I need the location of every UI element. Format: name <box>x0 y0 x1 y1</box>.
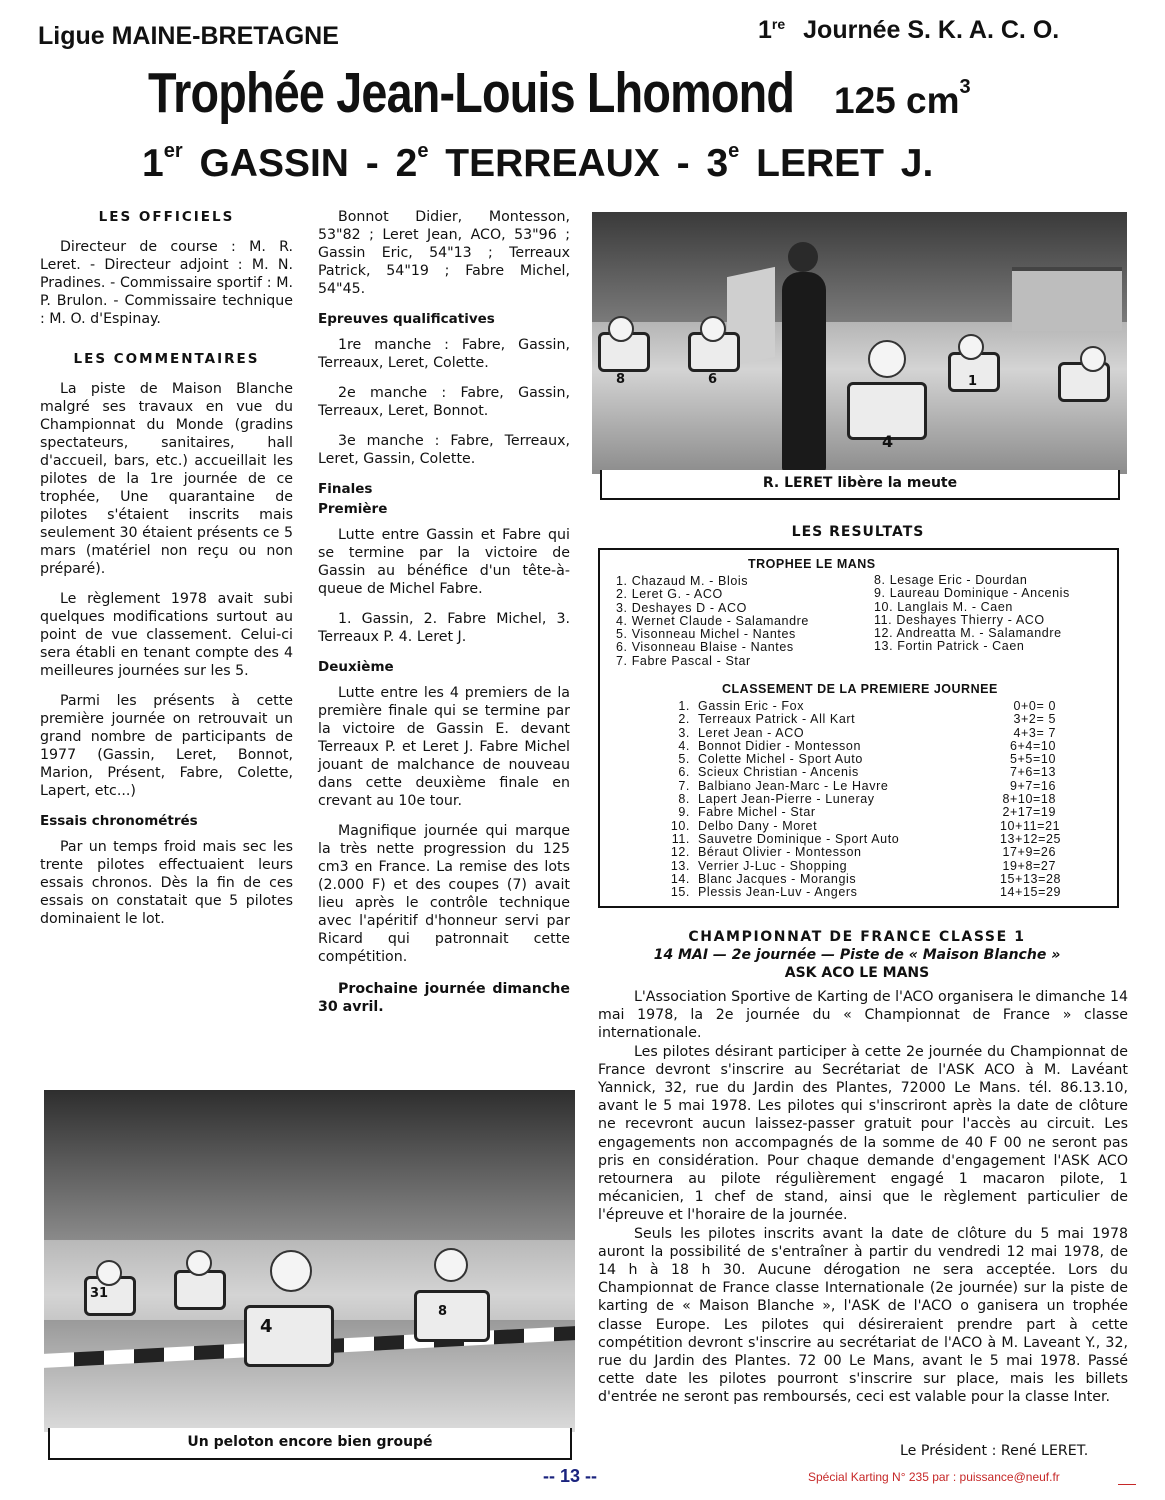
rank: 13. <box>670 858 690 873</box>
kart-number: 1 <box>968 374 978 389</box>
championnat-para-2: Les pilotes désirant participer à cette 2e journée du Championnat de France devront s'inscrire au Secrétariat de l'ASK ACO à M. Lavéant Yannick, 32, rue du Jardin des Plantes, 72000 Le Mans. tél. 86.13.10, avant le 5 mai 1978. Les pilotes qui s'inscriront après la date de clôture ne recevront aucun laissez-passer gratuit pour l'accès au circuit. Les engagements non accompagnés de la somme de 40 F 00 ne seront pas pris en considération. Pour chaque demande d'engagement l'ASK ACO retournera au pilote régulièrement engagé 1 macaron pilote, 1 mécanicien, 1 chef de stand, ainsi que le règlement particulier de l'épreuve et l'horaire de la journée. <box>598 1043 1128 1224</box>
trophee-list-left <box>616 575 809 668</box>
engine-class <box>834 76 971 122</box>
premiere-result: 1. Gassin, 2. Fabre Michel, 3. Terreaux P. 4. Leret J. <box>318 611 570 645</box>
page-number: -- 13 -- <box>543 1466 597 1486</box>
classement-heading: CLASSEMENT DE LA PREMIERE JOURNEE <box>722 682 998 696</box>
manche-2: 2e manche : Fabre, Gassin, Terreaux, Leret, Bonnot. <box>318 385 570 419</box>
commentaires-para-2: Le règlement 1978 avait subi quelques modifications surtout au point de vue classement. Celui-ci sera établi en tenant compte des 4 meilleures journées sur les 5. <box>40 591 293 679</box>
tree-background <box>44 1090 575 1240</box>
table-row <box>670 818 1061 833</box>
points: 19+8=27 <box>1002 858 1056 873</box>
deuxieme-text: Lutte entre les 4 premiers de la première finale qui se termine par la victoire de Gassin E. devant Terreaux P. et Leret J. Fabre Michel jouant de malchance de nouveau dans cette deuxième finale en crevant au 10e tour. <box>318 685 570 809</box>
top-photo-caption: R. LERET libère la meute <box>600 470 1120 500</box>
kart-number: 8 <box>616 372 626 387</box>
table-row <box>670 885 1062 900</box>
points: 9+7=16 <box>1009 778 1056 793</box>
trophee-list-right <box>874 574 1070 654</box>
page-title: Trophée Jean-Louis Lhomond <box>148 61 795 125</box>
flag-marshal <box>782 272 826 472</box>
table-row <box>670 831 1062 846</box>
rank: 15. <box>670 885 690 900</box>
magnifique-text: Magnifique journée qui marque la très nette progression du 125 cm3 en France. La remise des lots (2.000 F) et des coupes (7) avait lieu après le contrôle technique avec l'apéritif d'honneur servi par Ricard qui patronnait cette compétition. <box>318 823 570 965</box>
driver-helmet <box>96 1260 122 1286</box>
rank: 2. <box>678 712 690 727</box>
driver-helmet <box>700 316 726 342</box>
rank: 7. <box>678 778 690 793</box>
winners-headline <box>142 142 933 186</box>
driver-helmet <box>434 1248 468 1282</box>
bottom-photo-caption: Un peloton encore bien groupé <box>48 1428 572 1460</box>
deuxieme-heading: Deuxième <box>318 659 394 675</box>
list-item: 4. Wernet Claude - Salamandre <box>616 613 809 628</box>
pilot: Leret Jean - ACO <box>698 725 805 740</box>
list-item: 13. Fortin Patrick - Caen <box>874 639 1025 654</box>
chrono-results: Bonnot Didier, Montesson, 53"82 ; Leret Jean, ACO, 53"96 ; Gassin Eric, 54"13 ; Terreaux Patrick, 54"19 ; Fabre Michel, 54"45. <box>318 209 570 297</box>
pilot: Fabre Michel - Star <box>698 805 816 820</box>
driver-helmet <box>186 1250 212 1276</box>
list-item: 10. Langlais M. - Caen <box>874 599 1013 614</box>
points: 6+4=10 <box>1009 738 1056 753</box>
engine-class-sup: 3 <box>959 76 971 98</box>
league-header: Ligue MAINE-BRETAGNE <box>38 22 339 50</box>
driver-helmet <box>958 334 984 360</box>
kart-number: 6 <box>708 372 718 387</box>
table-row <box>670 740 1056 753</box>
table-row <box>670 713 1056 726</box>
round-number: 1 <box>758 16 772 44</box>
rank: 12. <box>670 845 690 860</box>
officiels-text: Directeur de course : M. R. Leret. - Directeur adjoint : M. N. Pradines. - Commissaire sportif : M. P. Brulon. - Commissaire technique : M. O. d'Espinay. <box>40 239 293 327</box>
round-label: Journée S. K. A. C. O. <box>803 16 1060 44</box>
manche-3: 3e manche : Fabre, Terreaux, Leret, Gassin, Colette. <box>318 433 570 467</box>
driver-helmet <box>608 316 634 342</box>
points: 4+3= 7 <box>1013 725 1056 740</box>
kart <box>244 1305 334 1367</box>
kart <box>174 1270 226 1310</box>
pilot: Colette Michel - Sport Auto <box>698 752 863 767</box>
list-item: 1. Chazaud M. - Blois <box>616 574 749 588</box>
kart-number: 31 <box>90 1286 109 1301</box>
rank: 11. <box>671 831 690 846</box>
commentaires-heading: LES COMMENTAIRES <box>73 351 260 367</box>
officiels-heading: LES OFFICIELS <box>98 209 235 225</box>
winner-3-name: LERET J. <box>739 142 934 185</box>
table-row <box>670 871 1062 886</box>
table-row <box>670 700 1056 713</box>
finales-heading: Finales <box>318 481 373 497</box>
rank: 5. <box>678 752 690 767</box>
kart-number: 4 <box>260 1316 273 1337</box>
essais-text: Par un temps froid mais sec les trente pilotes effectuaient leurs essais chronos. Dès la fin de ces essais on constatait que 5 pilotes dominaient le lot. <box>40 839 293 927</box>
rank: 4. <box>678 738 690 753</box>
points: 0+0= 0 <box>1013 699 1056 713</box>
championnat-heading <box>598 928 1116 982</box>
winner-2-suffix: e <box>417 140 429 162</box>
driver-helmet <box>1080 346 1106 372</box>
championnat-title: CHAMPIONNAT DE FRANCE CLASSE 1 <box>688 929 1026 945</box>
premiere-text: Lutte entre Gassin et Fabre qui se termine par la victoire de Gassin au bénéfice d'un tête-à-queue de Michel Fabre. <box>318 527 570 597</box>
rank: 8. <box>678 792 690 807</box>
pilot: Béraut Olivier - Montesson <box>698 845 862 860</box>
round-header <box>758 16 1059 45</box>
race-start-photo <box>592 212 1127 474</box>
points: 3+2= 5 <box>1013 712 1056 727</box>
pilot: Verrier J-Luc - Shopping <box>698 858 848 873</box>
engine-class-label: 125 cm <box>834 80 960 121</box>
winner-1-number: 1 <box>142 142 164 185</box>
rank: 9. <box>678 805 690 820</box>
points: 2+17=19 <box>1002 805 1056 820</box>
president-signature: Le Président : René LERET. <box>900 1443 1089 1459</box>
table-row <box>670 793 1056 806</box>
list-item: 11. Deshayes Thierry - ACO <box>874 612 1045 627</box>
pilot: Lapert Jean-Pierre - Luneray <box>698 792 875 807</box>
list-item: 12. Andreatta M. - Salamandre <box>874 626 1062 641</box>
peloton-photo <box>44 1090 575 1432</box>
table-row <box>670 766 1056 779</box>
pilot: Gassin Eric - Fox <box>698 699 805 713</box>
kart-number: 4 <box>882 432 894 451</box>
table-row <box>670 860 1056 873</box>
kart <box>414 1290 490 1342</box>
pilot: Plessis Jean-Luv - Angers <box>698 885 858 900</box>
article-column-2 <box>318 208 570 1028</box>
points: 10+11=21 <box>1000 818 1061 833</box>
classement-table <box>670 699 1062 900</box>
stand-building <box>1012 267 1122 331</box>
list-item: 6. Visonneau Blaise - Nantes <box>616 640 794 655</box>
manche-1: 1re manche : Fabre, Gassin, Terreaux, Leret, Colette. <box>318 337 570 371</box>
list-item: 5. Visonneau Michel - Nantes <box>616 627 796 642</box>
prochaine-journee: Prochaine journée dimanche 30 avril. <box>318 981 570 1015</box>
driver-helmet <box>270 1250 312 1292</box>
points: 13+12=25 <box>1000 831 1062 846</box>
pilot: Scieux Christian - Ancenis <box>698 765 859 780</box>
marshal-head <box>788 242 818 272</box>
championnat-body <box>598 988 1128 1407</box>
points: 5+5=10 <box>1009 752 1056 767</box>
winner-1-suffix: er <box>163 140 183 162</box>
table-row <box>670 727 1056 740</box>
kart-number: 8 <box>438 1304 448 1319</box>
round-suffix: re <box>771 16 786 32</box>
points: 15+13=28 <box>1000 871 1062 886</box>
winner-1-name: GASSIN - 2 <box>182 142 418 185</box>
pilot: Bonnot Didier - Montesson <box>698 738 861 753</box>
winner-3-suffix: e <box>728 140 740 162</box>
list-item: 8. Lesage Eric - Dourdan <box>874 573 1028 587</box>
rank: 1. <box>678 699 690 713</box>
pilot: Balbiano Jean-Marc - Le Havre <box>698 778 889 793</box>
premiere-heading: Première <box>318 501 388 517</box>
table-row <box>670 806 1056 819</box>
pilot: Blanc Jacques - Morangis <box>698 871 857 886</box>
list-item: 3. Deshayes D - ACO <box>616 600 747 615</box>
rank: 14. <box>670 871 690 886</box>
results-heading: LES RESULTATS <box>791 524 925 540</box>
essais-heading: Essais chronométrés <box>40 813 198 829</box>
footer-divider <box>1118 1484 1136 1485</box>
points: 7+6=13 <box>1009 765 1056 780</box>
table-row <box>670 846 1056 859</box>
pilot: Delbo Dany - Moret <box>698 818 818 833</box>
rank: 3. <box>678 725 690 740</box>
list-item: 7. Fabre Pascal - Star <box>616 653 751 668</box>
winner-2-name: TERREAUX - 3 <box>428 142 729 185</box>
championnat-para-1: L'Association Sportive de Karting de l'ACO organisera le dimanche 14 mai 1978, la 2e journée du « Championnat de France » classe internationale. <box>598 989 1128 1042</box>
qualif-heading: Epreuves qualificatives <box>318 311 495 327</box>
list-item: 9. Laureau Dominique - Ancenis <box>874 586 1070 601</box>
points: 8+10=18 <box>1002 792 1056 807</box>
pilot: Terreaux Patrick - All Kart <box>698 712 856 727</box>
points: 14+15=29 <box>1000 885 1062 900</box>
rank: 6. <box>678 765 690 780</box>
article-column-1 <box>40 208 293 940</box>
championnat-date: 14 MAI — 2e journée — Piste de « Maison Blanche » <box>653 947 1061 963</box>
rank: 10. <box>670 818 690 833</box>
table-row <box>670 780 1056 793</box>
pilot: Sauvetre Dominique - Sport Auto <box>698 831 900 846</box>
championnat-organizer: ASK ACO LE MANS <box>784 965 930 981</box>
footer-credit: Spécial Karting N° 235 par : puissance@neuf.fr <box>808 1470 1060 1484</box>
commentaires-para-1: La piste de Maison Blanche malgré ses travaux en vue du Championnat du Monde (gradins spectateurs, sanitaires, hall d'accueil, bars, etc.) accueillait les pilotes de la 1re journée de ce trophée, Une quarantaine de pilotes s'étaient inscrits mais seulement 30 étaient présents ce 5 mars (matériel non reçu ou non préparé). <box>40 381 293 577</box>
table-row <box>670 753 1056 766</box>
trophee-heading: TROPHEE LE MANS <box>748 557 876 571</box>
points: 17+9=26 <box>1002 845 1056 860</box>
championnat-para-3: Seuls les pilotes inscrits avant la date de clôture du 5 mai 1978 auront la possibilité de s'entraîner à partir du vendredi 12 mai 1978, de 14 h à 18 h 30. Aucune dérogation ne sera acceptée. Lors du Championnat de France classe Internationale (2e journée) sur la piste de karting de « Maison Blanche », l'ASK de l'ACO o ganisera un trophée classe Europe. Les pilotes qui désireraient prendre part à cette compétition devront s'inscrire au secrétariat de l'ACO à M. Laveant Y., 32, rue du Jardin des Plantes. 72 00 Le Mans, avant le 5 mai 1978. Passé cette date les pilotes pourront s'inscrire sur place, mais les billets d'entrée ne seront pas remboursés, ceci est valable pour la classe Inter. <box>598 1225 1128 1406</box>
driver-helmet <box>868 340 906 378</box>
commentaires-para-3: Parmi les présents à cette première journée on retrouvait un grand nombre de participants de 1977 (Gassin, Leret, Bonnot, Marion, Présent, Fabre, Colette, Lapert, etc...) <box>40 693 293 799</box>
list-item: 2. Leret G. - ACO <box>616 587 723 602</box>
